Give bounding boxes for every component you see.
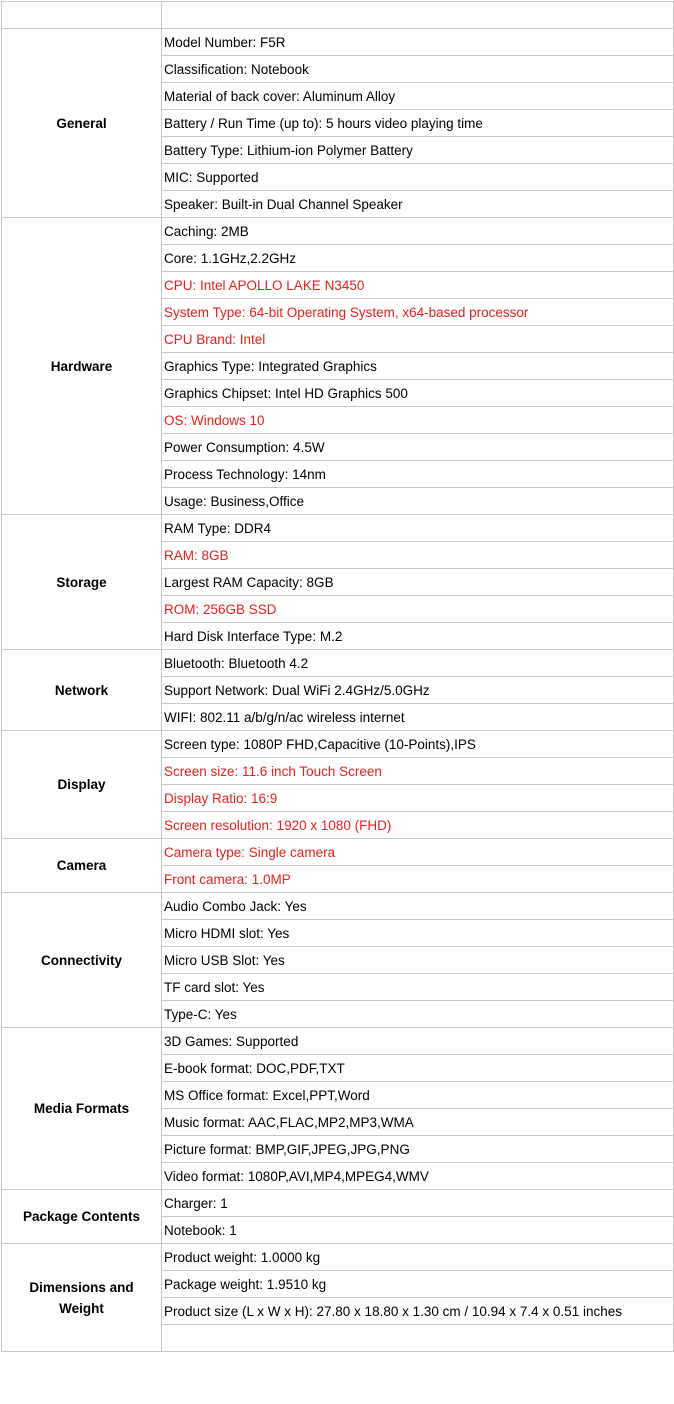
spec-value: Music format: AAC,FLAC,MP2,MP3,WMA: [162, 1109, 674, 1136]
spec-row: [2, 1244, 674, 1271]
spec-value: Largest RAM Capacity: 8GB: [162, 569, 674, 596]
spec-value: Classification: Notebook: [162, 56, 674, 83]
spec-value: Micro USB Slot: Yes: [162, 947, 674, 974]
spec-table: [1, 1, 674, 1352]
spec-row: [2, 218, 674, 245]
spec-value: Bluetooth: Bluetooth 4.2: [162, 650, 674, 677]
spec-value: Hard Disk Interface Type: M.2: [162, 623, 674, 650]
spec-value: Product weight: 1.0000 kg: [162, 1244, 674, 1271]
category-hardware: Hardware: [2, 218, 162, 515]
spec-value: CPU: Intel APOLLO LAKE N3450: [162, 272, 674, 299]
spec-value: System Type: 64-bit Operating System, x64-based processor: [162, 299, 674, 326]
spec-value: Display Ratio: 16:9: [162, 785, 674, 812]
category-connectivity: Connectivity: [2, 893, 162, 1028]
spec-value: Speaker: Built-in Dual Channel Speaker: [162, 191, 674, 218]
spec-value: Front camera: 1.0MP: [162, 866, 674, 893]
spec-value: Picture format: BMP,GIF,JPEG,JPG,PNG: [162, 1136, 674, 1163]
spec-value: TF card slot: Yes: [162, 974, 674, 1001]
category-display: Display: [2, 731, 162, 839]
header-cell-category: [2, 2, 162, 29]
spec-value: MS Office format: Excel,PPT,Word: [162, 1082, 674, 1109]
spec-value: [162, 1325, 674, 1352]
spec-value: Support Network: Dual WiFi 2.4GHz/5.0GHz: [162, 677, 674, 704]
spec-value: Package weight: 1.9510 kg: [162, 1271, 674, 1298]
spec-value: Graphics Type: Integrated Graphics: [162, 353, 674, 380]
spec-value: OS: Windows 10: [162, 407, 674, 434]
spec-row: [2, 515, 674, 542]
spec-value: RAM: 8GB: [162, 542, 674, 569]
category-camera: Camera: [2, 839, 162, 893]
spec-value: Caching: 2MB: [162, 218, 674, 245]
spec-row: [2, 731, 674, 758]
category-network: Network: [2, 650, 162, 731]
category-storage: Storage: [2, 515, 162, 650]
spec-value: RAM Type: DDR4: [162, 515, 674, 542]
spec-table-body: [2, 2, 674, 1352]
spec-value: Screen resolution: 1920 x 1080 (FHD): [162, 812, 674, 839]
spec-value: Video format: 1080P,AVI,MP4,MPEG4,WMV: [162, 1163, 674, 1190]
header-row: [2, 2, 674, 29]
spec-value: Power Consumption: 4.5W: [162, 434, 674, 461]
spec-row: [2, 1190, 674, 1217]
header-cell-value: [162, 2, 674, 29]
spec-row: [2, 893, 674, 920]
spec-value: Battery Type: Lithium-ion Polymer Battery: [162, 137, 674, 164]
spec-value: Core: 1.1GHz,2.2GHz: [162, 245, 674, 272]
spec-value: Screen size: 11.6 inch Touch Screen: [162, 758, 674, 785]
category-package-contents: Package Contents: [2, 1190, 162, 1244]
spec-row: [2, 29, 674, 56]
spec-value: Charger: 1: [162, 1190, 674, 1217]
spec-value: Screen type: 1080P FHD,Capacitive (10-Points),IPS: [162, 731, 674, 758]
spec-value: Micro HDMI slot: Yes: [162, 920, 674, 947]
spec-value: Camera type: Single camera: [162, 839, 674, 866]
category-general: General: [2, 29, 162, 218]
spec-value: Product size (L x W x H): 27.80 x 18.80 x 1.30 cm / 10.94 x 7.4 x 0.51 inches: [162, 1298, 674, 1325]
spec-value: Material of back cover: Aluminum Alloy: [162, 83, 674, 110]
spec-row: [2, 1028, 674, 1055]
spec-value: Process Technology: 14nm: [162, 461, 674, 488]
spec-value: MIC: Supported: [162, 164, 674, 191]
spec-value: Battery / Run Time (up to): 5 hours video playing time: [162, 110, 674, 137]
spec-value: CPU Brand: Intel: [162, 326, 674, 353]
spec-value: Usage: Business,Office: [162, 488, 674, 515]
spec-value: ROM: 256GB SSD: [162, 596, 674, 623]
spec-value: Audio Combo Jack: Yes: [162, 893, 674, 920]
spec-value: WIFI: 802.11 a/b/g/n/ac wireless internet: [162, 704, 674, 731]
category-dimensions-and-weight: Dimensions and Weight: [2, 1244, 162, 1352]
spec-value: Model Number: F5R: [162, 29, 674, 56]
spec-value: Graphics Chipset: Intel HD Graphics 500: [162, 380, 674, 407]
spec-value: Notebook: 1: [162, 1217, 674, 1244]
spec-value: Type-C: Yes: [162, 1001, 674, 1028]
spec-row: [2, 650, 674, 677]
category-media-formats: Media Formats: [2, 1028, 162, 1190]
spec-row: [2, 839, 674, 866]
spec-value: 3D Games: Supported: [162, 1028, 674, 1055]
spec-value: E-book format: DOC,PDF,TXT: [162, 1055, 674, 1082]
